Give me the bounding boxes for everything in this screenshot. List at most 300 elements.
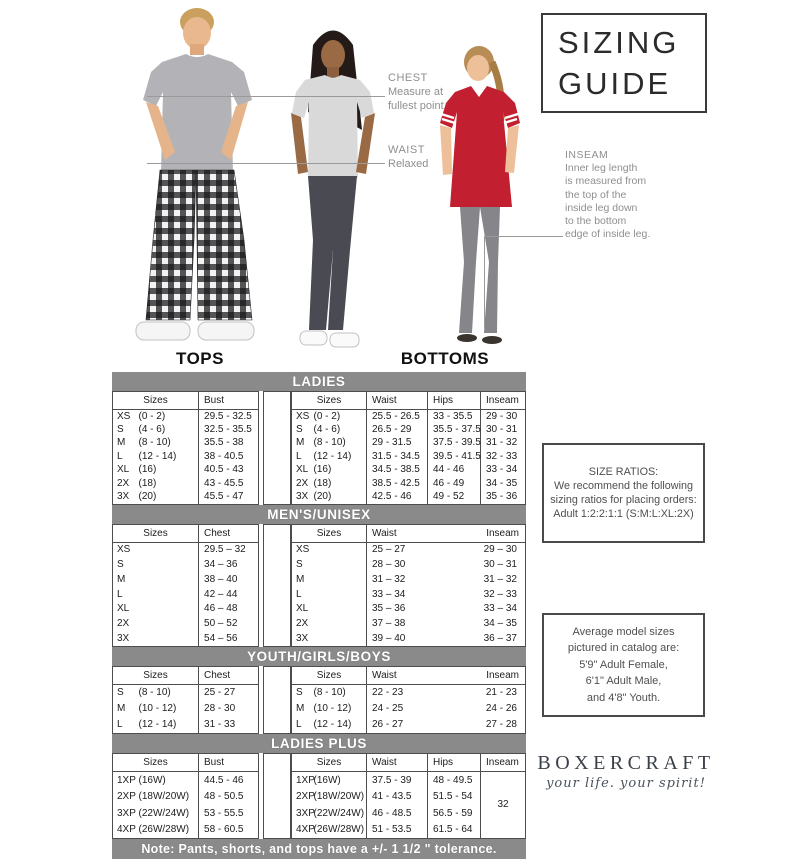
table-cell: 54 – 56 — [199, 632, 259, 647]
table-header-cell: Inseam — [481, 392, 526, 410]
table-cell: S — [117, 558, 124, 570]
table-row — [113, 617, 259, 632]
waist-label: WAIST — [388, 144, 425, 156]
table-row — [113, 542, 259, 557]
static-part: inside leg down — [565, 201, 638, 214]
static-part: is measured from — [565, 175, 647, 188]
static-part: to the bottom — [565, 215, 627, 228]
table-gap-cell — [263, 753, 291, 839]
size-section-men-s-unisex — [112, 505, 526, 648]
table-cell: M — [117, 573, 126, 585]
table-cell: 2X — [295, 477, 309, 489]
section-body — [112, 524, 526, 648]
table-cell: 31 – 32 — [367, 572, 461, 587]
size-table-left — [112, 391, 259, 505]
table-header-row — [291, 667, 525, 685]
table-cell: 25 – 27 — [367, 542, 461, 557]
table-cell: L — [295, 588, 302, 600]
table-cell: 21 - 23 — [485, 687, 517, 699]
table-cell: 37.5 - 39 — [367, 772, 428, 789]
table-row — [291, 572, 525, 587]
static-part — [440, 125, 452, 175]
table-cell: (0 - 2) — [138, 410, 166, 422]
table-cell: 31 - 33 — [199, 717, 259, 734]
title-line-2: GUIDE — [558, 66, 672, 101]
table-cell: 34 - 35 — [481, 477, 526, 490]
table-cell — [139, 617, 199, 632]
table-row — [291, 423, 525, 436]
table-cell: XS — [117, 410, 131, 422]
table-cell: 29.5 - 32.5 — [199, 410, 259, 424]
table-cell: 38 - 40.5 — [199, 450, 259, 463]
table-row — [113, 789, 259, 806]
table-row — [291, 617, 525, 632]
table-cell: 44 - 46 — [428, 464, 481, 477]
table-cell: 2X — [117, 477, 130, 489]
size-table-right — [291, 524, 526, 648]
table-header-row — [291, 754, 525, 772]
size-table-right — [291, 666, 526, 734]
table-header-row — [113, 392, 259, 410]
table-cell: 61.5 - 64 — [428, 822, 481, 839]
size-table-left — [112, 666, 259, 734]
table-cell: 37.5 - 39.5 — [428, 437, 481, 450]
table-header-cell: Chest — [199, 667, 259, 685]
table-header-cell: Sizes — [291, 754, 366, 772]
table-cell: 3XP — [117, 807, 136, 819]
table-cell: M — [295, 703, 305, 715]
table-cell: (20) — [138, 491, 157, 503]
table-cell: 38 – 40 — [199, 572, 259, 587]
table-cell: (8 - 10) — [138, 687, 171, 699]
static-part: We recommend the following — [553, 480, 694, 492]
male-model-figure — [136, 8, 254, 340]
table-cell: 3X — [295, 491, 309, 503]
table-row — [291, 464, 525, 477]
table-cell: 48 - 50.5 — [199, 789, 259, 806]
boxercraft-logo — [528, 752, 724, 791]
table-cell: 2X — [295, 618, 309, 630]
table-header-cell: Chest — [199, 524, 259, 542]
table-cell: (12 - 14) — [138, 450, 177, 462]
table-header-cell: Sizes — [113, 667, 199, 685]
table-row — [291, 772, 525, 789]
table-cell: S — [117, 424, 124, 436]
static-part — [146, 170, 196, 320]
table-row — [291, 450, 525, 463]
table-cell: 30 - 31 — [481, 423, 526, 436]
table-cell — [139, 602, 199, 617]
table-cell: L — [117, 588, 123, 600]
table-cell — [139, 572, 199, 587]
table-cell: 43 - 45.5 — [199, 477, 259, 490]
table-cell: 29 - 31.5 — [367, 437, 428, 450]
table-cell: 2XP — [295, 791, 315, 803]
table-header-cell: Waist — [367, 392, 428, 410]
table-cell: (18W/20W) — [138, 791, 190, 803]
table-cell: (10 - 12) — [138, 703, 177, 715]
table-row — [291, 602, 525, 617]
table-cell: 46 – 48 — [199, 602, 259, 617]
table-header-cell: Waist — [367, 667, 461, 685]
table-row — [291, 701, 525, 717]
table-cell: S — [117, 687, 124, 699]
static-part — [459, 207, 480, 333]
section-body — [112, 666, 526, 734]
table-cell: 36 – 37 — [483, 632, 517, 644]
table-header-cell: Sizes — [113, 524, 199, 542]
table-cell: 32 – 33 — [483, 588, 517, 600]
table-row — [113, 558, 259, 573]
table-cell: 28 – 30 — [367, 558, 461, 573]
table-cell: 39 – 40 — [367, 632, 461, 647]
table-cell: M — [117, 703, 126, 715]
table-cell: XL — [295, 464, 309, 476]
table-cell: 32 - 33 — [481, 450, 526, 463]
table-cell — [313, 572, 366, 587]
table-cell — [313, 542, 366, 557]
table-gap-cell — [263, 391, 291, 505]
table-cell: XS — [295, 544, 310, 556]
table-row — [291, 490, 525, 504]
bottoms-column-title: BOTTOMS — [400, 349, 490, 368]
table-cell: S — [295, 558, 303, 570]
table-cell: L — [117, 450, 123, 462]
table-header-cell: Hips — [428, 754, 481, 772]
title-line-1: SIZING — [558, 25, 680, 60]
table-row — [113, 437, 259, 450]
table-cell: 4XP — [295, 824, 315, 836]
table-cell: (18) — [138, 477, 157, 489]
table-cell: (16W) — [313, 774, 341, 786]
static-part — [321, 40, 345, 70]
table-cell: 44.5 - 46 — [199, 772, 259, 789]
table-row — [113, 477, 259, 490]
table-cell: 22 - 23 — [367, 685, 461, 702]
logo-tagline: your life. your spirit! — [546, 776, 706, 791]
static-part: pictured in catalog are: — [567, 642, 680, 655]
table-cell: 30 – 31 — [483, 558, 517, 570]
table-cell: 29.5 – 32 — [199, 542, 259, 557]
static-part — [482, 336, 502, 344]
table-cell — [313, 632, 366, 647]
table-gap-cell — [263, 524, 291, 648]
table-cell: S — [295, 687, 303, 699]
table-row — [113, 772, 259, 789]
table-cell: 37 – 38 — [367, 617, 461, 632]
table-cell: 56.5 - 59 — [428, 805, 481, 822]
static-part — [196, 170, 252, 320]
table-cell: 31 - 32 — [481, 437, 526, 450]
table-cell: 33 - 35.5 — [428, 410, 481, 424]
table-header-cell: Inseam — [481, 754, 526, 772]
static-part: SIZE RATIOS: — [588, 466, 659, 478]
waist-annotation — [388, 143, 428, 171]
static-part — [505, 125, 519, 173]
section-body — [112, 391, 526, 505]
logo-wordmark: BOXERCRAFT — [537, 752, 715, 774]
table-cell — [313, 602, 366, 617]
table-cell: 1XP — [295, 774, 315, 786]
table-cell: 24 - 26 — [485, 703, 517, 715]
table-row — [291, 477, 525, 490]
tops-column-title: TOPS — [176, 349, 224, 368]
table-row — [291, 685, 525, 702]
table-cell — [139, 632, 199, 647]
table-cell: XL — [117, 464, 130, 476]
size-section-ladies — [112, 372, 526, 505]
female-model-figure — [291, 31, 375, 348]
table-row — [113, 701, 259, 717]
table-cell: 4XP — [117, 824, 136, 836]
table-cell: 27 - 28 — [485, 719, 517, 731]
table-row — [291, 410, 525, 424]
merged-inseam-cell: 32 — [481, 772, 526, 839]
table-cell: 3X — [295, 632, 309, 644]
table-cell: (26W/28W) — [313, 824, 365, 836]
table-row — [291, 558, 525, 573]
static-part — [480, 207, 500, 333]
table-cell: 42 – 44 — [199, 587, 259, 602]
table-cell — [139, 542, 199, 557]
section-body — [112, 753, 526, 839]
table-header-cell: Sizes — [113, 754, 199, 772]
table-cell: 2XP — [117, 791, 136, 803]
table-cell: 41 - 43.5 — [367, 789, 428, 806]
section-title-bar: MEN'S/UNISEX — [112, 505, 526, 524]
chest-label: CHEST — [388, 72, 428, 84]
table-header-row — [113, 524, 259, 542]
table-row — [113, 685, 259, 702]
table-cell: 49 - 52 — [428, 490, 481, 504]
static-part: fullest point — [388, 100, 444, 112]
table-cell: 46 - 48.5 — [367, 805, 428, 822]
section-title-bar: LADIES PLUS — [112, 734, 526, 753]
table-cell: L — [295, 719, 302, 731]
static-part: Relaxed — [388, 158, 429, 170]
table-cell: 31.5 - 34.5 — [367, 450, 428, 463]
table-cell: 33 – 34 — [367, 587, 461, 602]
table-cell: 58 - 60.5 — [199, 822, 259, 839]
girl-model-figure — [440, 46, 520, 344]
table-cell: (0 - 2) — [313, 410, 341, 422]
sizing-guide-title-box — [541, 13, 707, 113]
table-cell: L — [295, 450, 302, 462]
table-header-cell: Inseam — [461, 524, 526, 542]
static-part — [198, 322, 254, 340]
table-cell — [139, 558, 199, 573]
table-gap-cell — [263, 666, 291, 734]
section-title-bar: LADIES — [112, 372, 526, 391]
chest-annotation — [388, 71, 444, 113]
table-header-row — [113, 667, 259, 685]
table-header-cell: Waist — [367, 754, 428, 772]
table-cell: (22W/24W) — [138, 807, 190, 819]
table-cell: XS — [295, 410, 310, 422]
table-cell: 48 - 49.5 — [428, 772, 481, 789]
table-cell: 45.5 - 47 — [199, 490, 259, 504]
inseam-annotation — [565, 149, 650, 241]
table-cell: XS — [117, 544, 131, 556]
table-row — [291, 587, 525, 602]
static-part: Measure at — [388, 86, 444, 98]
table-cell: 26 - 27 — [367, 717, 461, 734]
table-cell: (12 - 14) — [313, 450, 352, 462]
table-cell: 32.5 - 35.5 — [199, 423, 259, 436]
table-cell: (18) — [313, 477, 332, 489]
table-cell: 34 – 35 — [483, 618, 517, 630]
size-table-left — [112, 524, 259, 648]
section-title-bar: YOUTH/GIRLS/BOYS — [112, 647, 526, 666]
table-cell: (8 - 10) — [313, 437, 346, 449]
table-cell: 53 - 55.5 — [199, 805, 259, 822]
size-tables — [112, 372, 526, 859]
table-cell: 29 - 30 — [481, 410, 526, 424]
table-row — [291, 542, 525, 557]
table-cell: (22W/24W) — [313, 807, 365, 819]
inseam-measure-line-horizontal — [484, 236, 563, 237]
size-table-left — [112, 753, 259, 839]
table-cell: M — [295, 437, 305, 449]
table-cell: (4 - 6) — [138, 424, 166, 436]
waist-measure-line — [147, 163, 385, 164]
table-cell: (16) — [313, 464, 332, 476]
table-cell: S — [295, 424, 303, 436]
table-row — [113, 805, 259, 822]
table-cell: 34.5 - 38.5 — [367, 464, 428, 477]
table-cell: 33 – 34 — [483, 603, 517, 615]
table-cell: (20) — [313, 491, 332, 503]
tolerance-note-bar: Note: Pants, shorts, and tops have a +/- 1 1/2 " tolerance. — [112, 839, 526, 859]
table-header-row — [291, 392, 525, 410]
static-part: the top of the — [565, 188, 627, 201]
table-cell: 35 - 36 — [481, 490, 526, 504]
size-table-right — [291, 391, 526, 505]
table-cell — [313, 558, 366, 573]
static-part — [330, 333, 359, 347]
table-cell: (16W) — [138, 774, 166, 786]
table-header-cell: Inseam — [461, 667, 526, 685]
table-cell: (26W/28W) — [138, 824, 190, 836]
table-cell: (12 - 14) — [138, 719, 177, 731]
table-cell: 51.5 - 54 — [428, 789, 481, 806]
table-row — [113, 572, 259, 587]
table-row — [113, 410, 259, 424]
table-cell: (18W/20W) — [313, 791, 365, 803]
inseam-measure-line-vertical — [484, 236, 485, 328]
table-cell: 28 - 30 — [199, 701, 259, 717]
static-part — [308, 176, 333, 330]
table-cell: M — [117, 437, 126, 449]
static-part: Inner leg length — [565, 162, 638, 175]
static-part: sizing ratios for placing orders: — [550, 494, 697, 506]
static-part: Average model sizes — [572, 625, 675, 638]
table-cell: (8 - 10) — [313, 687, 346, 699]
table-cell: (8 - 10) — [138, 437, 171, 449]
table-header-cell: Hips — [428, 392, 481, 410]
chest-measure-line — [147, 96, 385, 97]
table-row — [113, 423, 259, 436]
static-part: 5'9" Adult Female, — [579, 658, 668, 671]
size-ratios-box — [542, 443, 705, 543]
size-table-right — [291, 753, 526, 839]
table-header-cell: Sizes — [113, 392, 199, 410]
table-cell: M — [295, 573, 305, 585]
table-row — [113, 490, 259, 504]
size-section-youth-girls-boys — [112, 647, 526, 734]
static-part — [327, 67, 339, 77]
static-part — [300, 331, 327, 345]
table-row — [291, 632, 525, 647]
static-part — [291, 113, 308, 174]
table-cell: 2X — [117, 618, 130, 630]
table-header-cell: Sizes — [291, 667, 366, 685]
table-row — [113, 450, 259, 463]
table-header-cell: Bust — [199, 392, 259, 410]
table-cell: 35 – 36 — [367, 602, 461, 617]
table-row — [113, 602, 259, 617]
table-cell: 38.5 - 42.5 — [367, 477, 428, 490]
table-header-cell: Waist — [367, 524, 461, 542]
table-cell: L — [117, 719, 123, 731]
table-row — [113, 587, 259, 602]
table-header-cell: Sizes — [291, 524, 366, 542]
static-part: 6'1" Adult Male, — [585, 675, 662, 688]
table-cell: 25 - 27 — [199, 685, 259, 702]
inseam-label: INSEAM — [565, 149, 609, 161]
table-cell: 35.5 - 37.5 — [428, 423, 481, 436]
table-cell: 46 - 49 — [428, 477, 481, 490]
table-cell: 39.5 - 41.5 — [428, 450, 481, 463]
size-section-ladies-plus — [112, 734, 526, 839]
table-cell: (4 - 6) — [313, 424, 341, 436]
table-cell: XL — [117, 603, 130, 615]
table-cell: 24 - 25 — [367, 701, 461, 717]
table-cell: 26.5 - 29 — [367, 423, 428, 436]
table-row — [291, 717, 525, 734]
table-row — [113, 717, 259, 734]
table-cell — [139, 587, 199, 602]
table-header-row — [113, 754, 259, 772]
table-cell: (10 - 12) — [313, 703, 352, 715]
table-cell — [313, 617, 366, 632]
table-cell: 50 – 52 — [199, 617, 259, 632]
table-row — [113, 822, 259, 839]
table-row — [113, 464, 259, 477]
static-part — [457, 334, 477, 342]
static-part — [467, 55, 489, 81]
table-cell: 3XP — [295, 807, 315, 819]
table-cell: 1XP — [117, 774, 136, 786]
model-sizes-box — [542, 613, 705, 717]
table-cell: (12 - 14) — [313, 719, 352, 731]
static-part: and 4'8" Youth. — [586, 691, 661, 704]
static-part: edge of inside leg. — [565, 228, 651, 241]
table-cell: 29 – 30 — [483, 544, 517, 556]
table-row — [113, 632, 259, 647]
table-cell: 34 – 36 — [199, 558, 259, 573]
static-part — [136, 322, 190, 340]
table-header-cell: Sizes — [291, 392, 366, 410]
models-photo-illustration — [100, 5, 560, 355]
static-part — [190, 44, 204, 55]
table-cell: 35.5 - 38 — [199, 437, 259, 450]
table-cell: 25.5 - 26.5 — [367, 410, 428, 424]
table-row — [291, 437, 525, 450]
table-cell: 3X — [117, 632, 130, 644]
table-cell: (16) — [138, 464, 157, 476]
table-cell: XL — [295, 603, 309, 615]
